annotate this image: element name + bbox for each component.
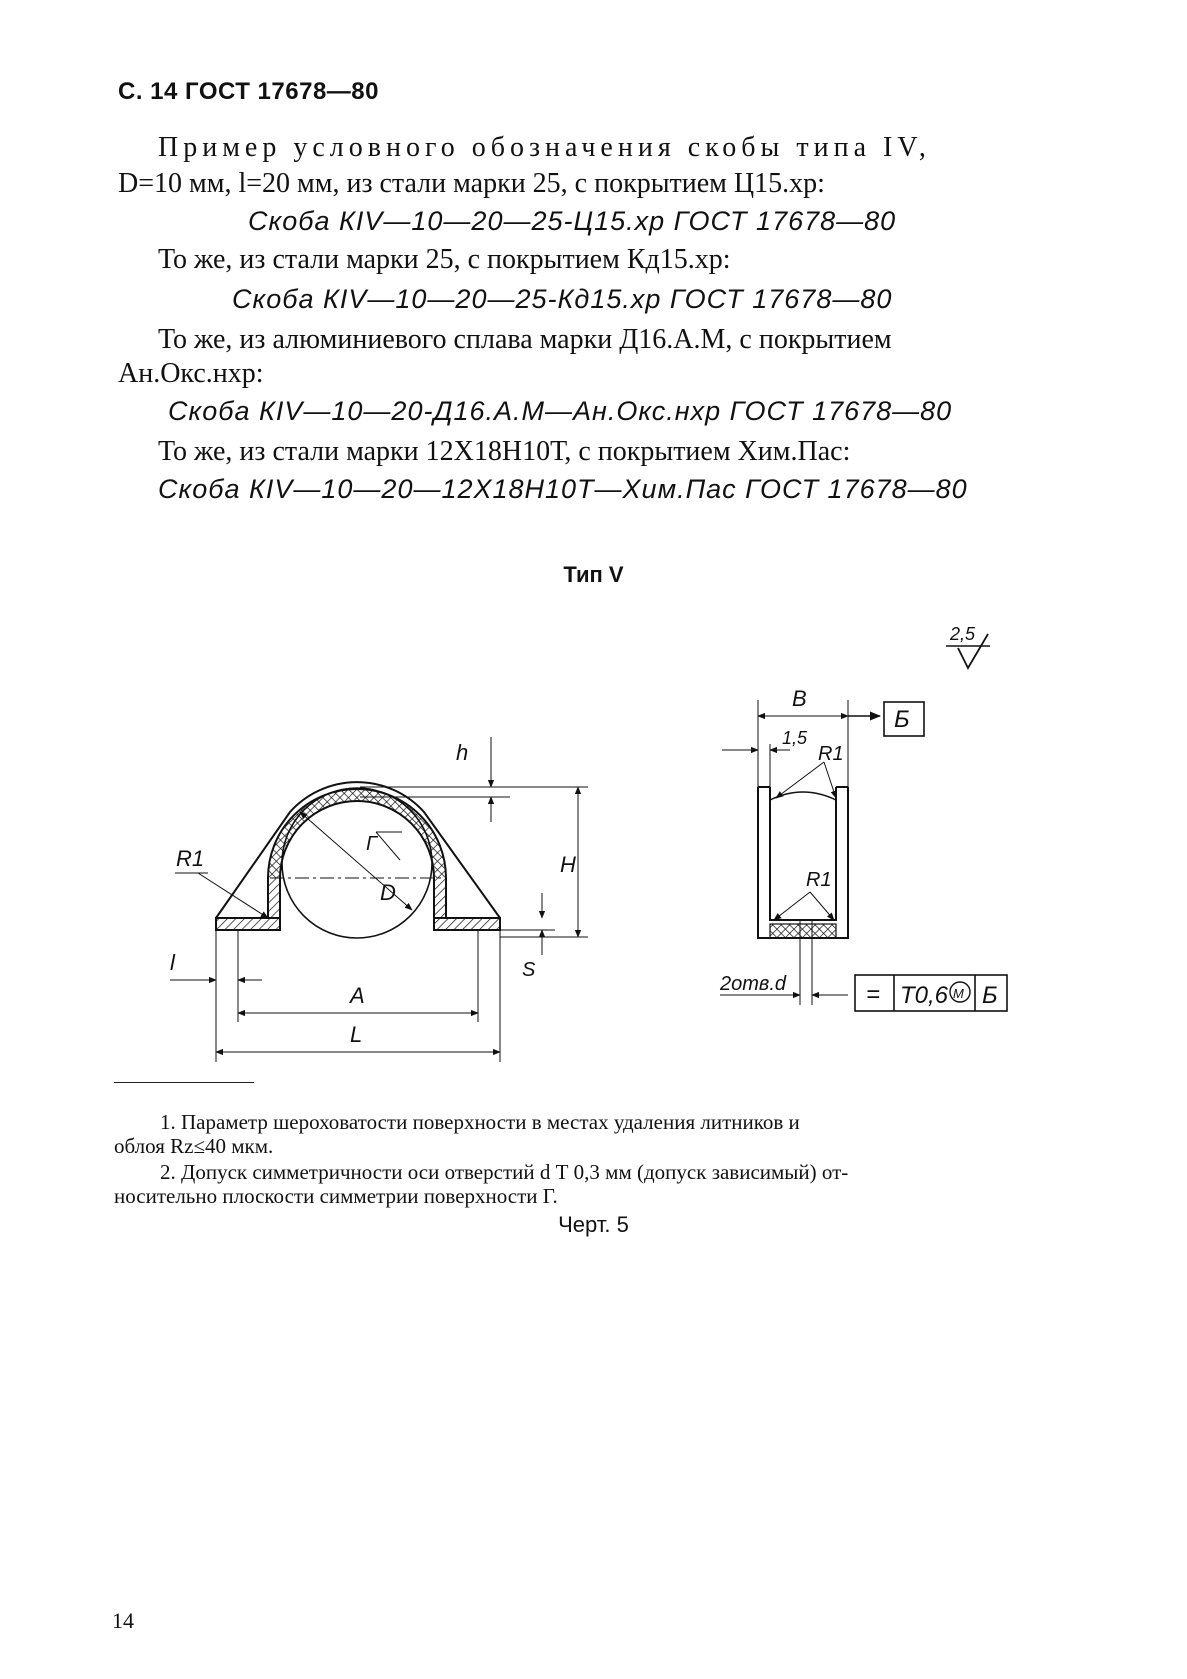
note-1-cont: облоя Rz≤40 мкм. xyxy=(114,1134,274,1158)
label-1-5: 1,5 xyxy=(782,728,808,748)
front-view xyxy=(170,737,588,1062)
paragraph-5: То же, из стали марки 12Х18Н10Т, с покрытием Хим.Пас: xyxy=(158,436,851,467)
flange-right xyxy=(434,918,500,930)
note-1: 1. Параметр шероховатости поверхности в местах удаления литников и xyxy=(160,1110,800,1134)
label-R1-top: R1 xyxy=(818,743,844,765)
tol-value: Т0,6 xyxy=(900,982,949,1009)
label-R1-bottom: R1 xyxy=(806,869,832,891)
label-gamma: Г xyxy=(366,833,377,855)
label-A: A xyxy=(350,983,365,1008)
label-S: S xyxy=(522,959,536,981)
label-L: L xyxy=(350,1022,363,1047)
channel-outer xyxy=(758,787,848,938)
note-2: 2. Допуск симметричности оси отверстий d Т 0,3 мм (допуск зависимый) от- xyxy=(160,1160,849,1184)
paragraph-1: Пример условного обозначения скобы типа IV, xyxy=(158,132,931,163)
designation-4: Скоба КIV—10—20—12Х18Н10Т—Хим.Пас ГОСТ 17678—80 xyxy=(158,474,968,504)
label-h: h xyxy=(456,740,469,765)
label-holes: 2отв.d xyxy=(720,973,787,995)
label-B: B xyxy=(792,686,807,711)
designation-2: Скоба КIV—10—20—25-Кд15.хр ГОСТ 17678—80 xyxy=(232,284,893,314)
label-roughness: 2,5 xyxy=(950,624,976,644)
footnote-rule xyxy=(114,1082,254,1083)
page-header: С. 14 ГОСТ 17678—80 xyxy=(118,78,379,105)
channel-inner xyxy=(770,787,836,920)
label-D: D xyxy=(380,880,396,905)
paragraph-4: То же, из алюминиевого сплава марки Д16.А.М, с покрытием xyxy=(158,324,892,355)
label-R1-left: R1 xyxy=(176,846,205,871)
label-base: Б xyxy=(894,706,910,733)
figure-caption: Черт. 5 xyxy=(558,1212,629,1237)
body-outer xyxy=(216,782,500,918)
paragraph-4-cont: Ан.Окс.нхр: xyxy=(118,358,264,389)
label-l: l xyxy=(170,950,175,975)
type-title: Тип V xyxy=(563,562,624,587)
label-H: H xyxy=(560,852,576,877)
tol-base: Б xyxy=(982,982,998,1009)
tol-mod: М xyxy=(953,986,964,1001)
page-number: 14 xyxy=(112,1608,134,1633)
flange-left xyxy=(216,918,280,930)
note-2-cont: носительно плоскости симметрии поверхности Г. xyxy=(114,1184,558,1208)
designation-3: Скоба КIV—10—20-Д16.А.М—Ан.Окс.нхр ГОСТ 17678—80 xyxy=(168,396,953,426)
tol-symbol: = xyxy=(866,981,881,1008)
paragraph-2: D=10 мм, l=20 мм, из стали марки 25, с покрытием Ц15.хр: xyxy=(118,168,825,199)
side-view xyxy=(720,634,1007,1011)
paragraph-3: То же, из стали марки 25, с покрытием Кд15.хр: xyxy=(158,244,731,275)
designation-1: Скоба КIV—10—20—25-Ц15.хр ГОСТ 17678—80 xyxy=(248,206,897,236)
